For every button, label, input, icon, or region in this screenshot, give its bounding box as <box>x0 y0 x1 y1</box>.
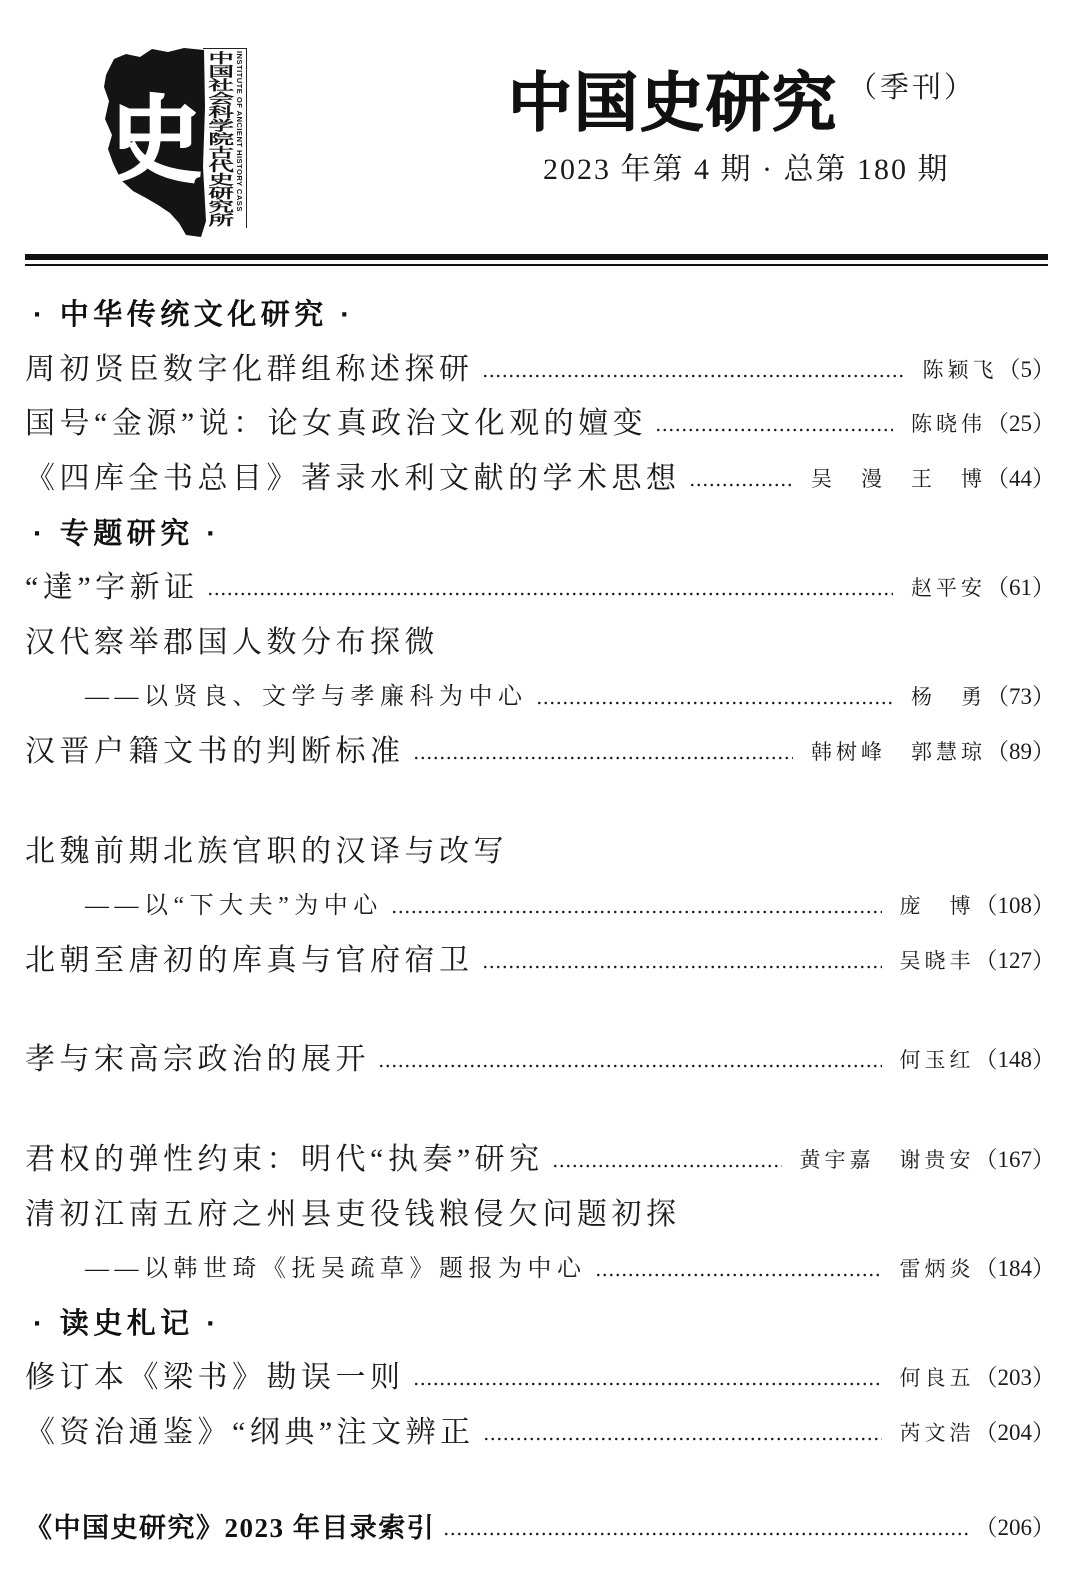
article-author: 芮文浩 <box>899 1420 975 1445</box>
dot-leader <box>378 1063 882 1069</box>
article-subtitle: ——以韩世琦《抚吴疏草》题报为中心 <box>85 1256 587 1283</box>
section-heading: · 读史札记 · <box>33 1307 221 1340</box>
page-number: （204） <box>974 1419 1055 1445</box>
dot-leader <box>413 1381 882 1387</box>
toc-entry <box>25 561 1055 616</box>
toc-entry <box>25 397 1055 452</box>
table-of-contents <box>25 288 1055 1555</box>
article-title: 修订本《梁书》勘误一则 <box>25 1361 405 1395</box>
article-title: 清初江南五府之州县吏役钱粮侵欠问题初探 <box>25 1197 681 1231</box>
page-number: （203） <box>974 1365 1055 1391</box>
article-author: 赵平安 <box>911 576 986 601</box>
page-number: （206） <box>974 1514 1055 1540</box>
article-author: 陈颖飞 <box>922 357 998 382</box>
dot-leader <box>536 700 894 706</box>
section-heading: · 中华传统文化研究 · <box>33 299 355 332</box>
page-number: （61） <box>986 575 1055 601</box>
page-number: （25） <box>986 411 1055 437</box>
header-rule-thin <box>25 264 1048 266</box>
article-title: 孝与宋高宗政治的展开 <box>25 1043 370 1077</box>
toc-entry <box>25 1351 1055 1406</box>
article-author: 吴 漫 王 博 <box>811 467 986 492</box>
article-author: 雷炳炎 <box>899 1257 975 1282</box>
article-author: 陈晓伟 <box>911 412 986 437</box>
article-title: 北朝至唐初的库真与官府宿卫 <box>25 943 474 977</box>
page-number: （167） <box>974 1147 1055 1173</box>
dot-leader <box>655 427 893 433</box>
page-number: （73） <box>986 684 1055 710</box>
page-number: （127） <box>974 947 1055 973</box>
toc-entry-annual-index <box>25 1500 1055 1555</box>
article-title: 汉代察举郡国人数分布探微 <box>25 625 439 659</box>
toc-entry <box>25 1033 1055 1088</box>
toc-entry <box>25 1133 1055 1188</box>
article-subtitle: ——以“下大夫”为中心 <box>85 893 383 920</box>
article-author: 何玉红 <box>899 1048 975 1073</box>
article-subtitle: ——以贤良、文学与孝廉科为中心 <box>85 684 528 711</box>
article-author: 何良五 <box>899 1366 975 1391</box>
page-number: （5） <box>997 356 1055 382</box>
section-heading-row <box>25 1297 1055 1352</box>
toc-entry-title-row <box>25 824 1055 879</box>
article-title: 《四库全书总目》著录水利文献的学术思想 <box>25 462 681 496</box>
toc-entry <box>25 452 1055 507</box>
journal-title: 中国史研究 <box>508 68 838 139</box>
dot-leader <box>689 482 794 488</box>
page-number: （44） <box>986 466 1055 492</box>
toc-entry <box>25 934 1055 989</box>
annual-index-title: 《中国史研究》2023 年目录索引 <box>25 1512 436 1543</box>
dot-leader <box>391 909 882 915</box>
article-author: 杨 勇 <box>911 685 986 710</box>
article-title: 君权的弹性约束：明代“执奏”研究 <box>25 1143 544 1177</box>
article-author: 吴晓丰 <box>899 948 975 973</box>
dot-leader <box>413 755 794 761</box>
toc-entry-title-row <box>25 1187 1055 1242</box>
logo-seal-icon <box>100 45 206 240</box>
article-author: 黄宇嘉 谢贵安 <box>799 1148 975 1173</box>
dot-leader <box>595 1272 882 1278</box>
article-title: “達”字新证 <box>25 571 199 605</box>
article-title: 汉晋户籍文书的判断标准 <box>25 735 405 769</box>
page-number: （108） <box>974 893 1055 919</box>
article-title: 周初贤臣数字化群组称述探研 <box>25 352 474 386</box>
article-title: 《资治通鉴》“纲典”注文辨正 <box>25 1415 475 1449</box>
dot-leader <box>552 1163 782 1169</box>
toc-entry <box>25 343 1055 398</box>
toc-entry-subtitle-row <box>25 1242 1055 1297</box>
toc-entry-subtitle-row <box>25 879 1055 934</box>
dot-leader <box>482 964 882 970</box>
dot-leader <box>483 1436 882 1442</box>
header-rule-thick <box>25 254 1048 260</box>
article-author: 韩树峰 郭慧琼 <box>811 740 986 765</box>
dot-leader <box>207 591 893 597</box>
section-heading: · 专题研究 · <box>33 517 221 550</box>
toc-entry <box>25 1406 1055 1461</box>
logo-glyph: 史 <box>107 90 203 194</box>
article-author: 庞 博 <box>899 894 975 919</box>
section-heading-row <box>25 506 1055 561</box>
article-title: 国号“金源”说：论女真政治文化观的嬗变 <box>25 407 648 441</box>
dot-leader <box>443 1531 970 1537</box>
logo-institute-name-en: INSTITUTE OF ANCIENT HISTORY CASS <box>235 51 244 212</box>
logo-institute-name-cn: 中国社会科学院古代史研究所 <box>204 51 233 227</box>
publication-frequency: （季刊） <box>848 72 977 104</box>
page-number: （184） <box>974 1256 1055 1282</box>
article-title: 北魏前期北族官职的汉译与改写 <box>25 834 508 868</box>
page-number: （89） <box>986 739 1055 765</box>
page-number: （148） <box>974 1047 1055 1073</box>
toc-entry-subtitle-row <box>25 670 1055 725</box>
toc-entry <box>25 725 1055 780</box>
dot-leader <box>482 373 905 379</box>
toc-entry-title-row <box>25 616 1055 671</box>
section-heading-row <box>25 288 1055 343</box>
institute-logo <box>100 45 250 240</box>
issue-number: 2023 年第 4 期 · 总第 180 期 <box>543 153 950 186</box>
